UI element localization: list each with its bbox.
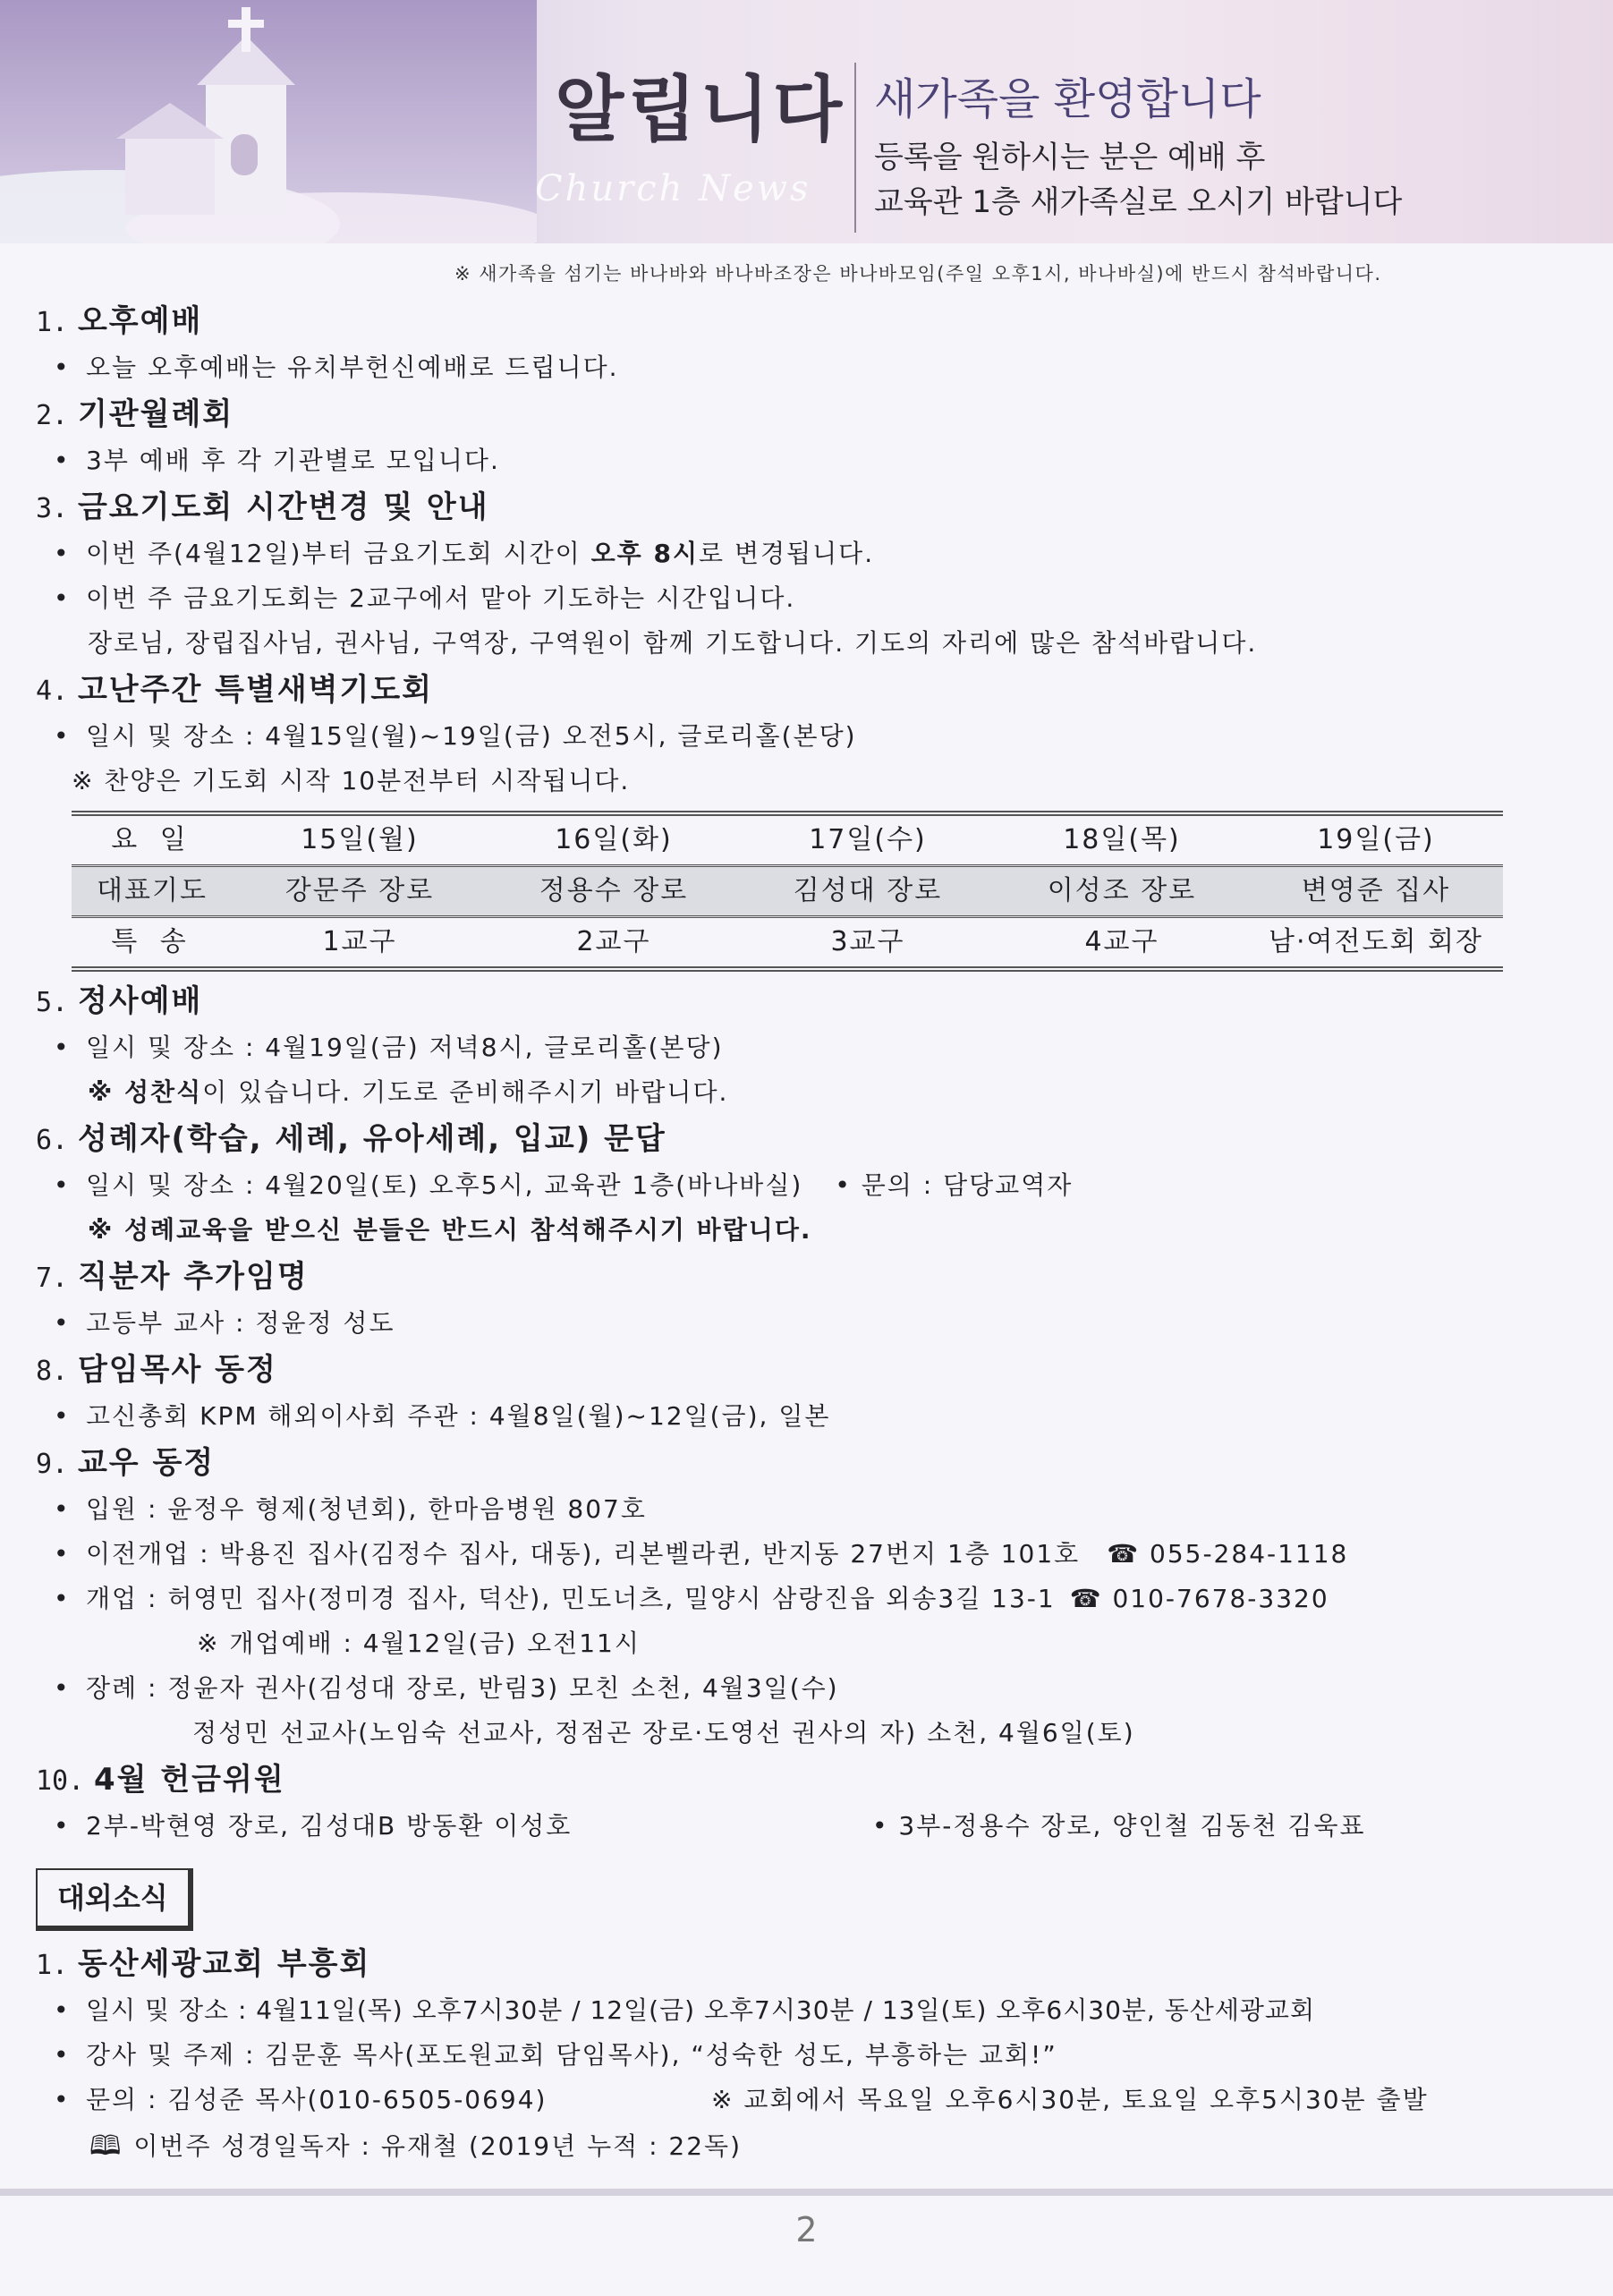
table-cell: 3교구	[830, 926, 905, 957]
page-title: 알립니다	[555, 68, 846, 151]
section-heading: 6. 성례자(학습, 세례, 유아세례, 입교) 문답	[36, 1121, 666, 1157]
section-heading: 9. 교우 동정	[36, 1445, 216, 1481]
bullet-item: • 이번 주 금요기도회는 2교구에서 맡아 기도하는 시간입니다.	[54, 583, 796, 613]
bullet-item: • 개업 : 허영민 집사(정미경 집사, 덕산), 민도너츠, 밀양시 삼랑진읍 외송3길 13-1 ☎ 010-7678-3320	[54, 1584, 1329, 1613]
table-row	[72, 918, 1503, 966]
bullet-item: • 문의 : 김성준 목사(010-6505-0694) ※ 교회에서 목요일 오후6시30분, 토요일 오후5시30분 출발	[54, 2085, 1429, 2114]
section-heading: 7. 직분자 추가임명	[36, 1259, 309, 1295]
table-cell: 19일(금)	[1317, 824, 1435, 855]
table-row	[72, 864, 1503, 918]
page-number: 2	[795, 2210, 818, 2249]
section-heading: 1. 동산세광교회 부흥회	[36, 1946, 371, 1982]
announcements	[36, 297, 1575, 2171]
header-banner	[0, 0, 1613, 243]
welcome-line: 등록을 원하시는 분은 예배 후	[874, 140, 1266, 175]
section-heading: 3. 금요기도회 시간변경 및 안내	[36, 489, 489, 525]
church-illustration	[0, 0, 537, 243]
bullet-item: • 일시 및 장소 : 4월11일(목) 오후7시30분 / 12일(금) 오후7시30분 / 13일(토) 오후6시30분, 동산세광교회	[54, 1995, 1316, 2025]
bullet-item: • 고등부 교사 : 정윤정 성도	[54, 1308, 395, 1338]
table-row	[72, 816, 1503, 864]
bullet-item: • 강사 및 주제 : 김문훈 목사(포도원교회 담임목사), “성숙한 성도, 부흥하는 교회!”	[54, 2040, 1057, 2070]
section-heading: 1. 오후예배	[36, 303, 203, 339]
table-cell: 18일(목)	[1063, 824, 1181, 855]
table-cell: 1교구	[322, 926, 397, 957]
bullet-item: • 일시 및 장소 : 4월19일(금) 저녁8시, 글로리홀(본당)	[54, 1033, 724, 1062]
note: ※ 성례교육을 받으신 분들은 반드시 참석해주시기 바랍니다.	[88, 1215, 812, 1245]
section-heading: 5. 정사예배	[36, 983, 203, 1019]
book-icon: 🕮	[89, 2130, 123, 2162]
phone-number: ☎ 055-284-1118	[1107, 1539, 1349, 1569]
bullet-continuation: 정성민 선교사(노임숙 선교사, 정점곤 장로·도영선 권사의 자) 소천, 4월6일(토)	[192, 1718, 1135, 1748]
table-cell: 정용수 장로	[539, 875, 689, 906]
section-heading: 8. 담임목사 동정	[36, 1352, 277, 1388]
table-cell: 16일(화)	[555, 824, 673, 855]
bullet-item: • 3부 예배 후 각 기관별로 모입니다.	[54, 446, 500, 475]
page-subtitle: Church News	[535, 168, 811, 209]
footer-divider	[0, 2189, 1613, 2196]
note: ※ 찬양은 기도회 시작 10분전부터 시작됩니다.	[72, 766, 631, 795]
table-cell: 15일(월)	[301, 824, 419, 855]
bullet-item: • 고신총회 KPM 해외이사회 주관 : 4월8일(월)~12일(금), 일본	[54, 1401, 831, 1431]
welcome-title: 새가족을 환영합니다	[874, 74, 1261, 124]
bible-reading: 🕮 이번주 성경일독자 : 유재철 (2019년 누적 : 22독)	[89, 2130, 743, 2162]
bullet-item: • 장례 : 정윤자 권사(김성대 장로, 반림3) 모친 소천, 4월3일(수)	[54, 1673, 839, 1703]
table-cell: 변영준 집사	[1301, 875, 1451, 906]
phone-number: ☎ 010-7678-3320	[1069, 1584, 1329, 1613]
bullet-item: • 일시 및 장소 : 4월15일(월)~19일(금) 오전5시, 글로리홀(본당)	[54, 721, 857, 751]
schedule-table	[72, 811, 1503, 972]
bullet-item: • 2부-박현영 장로, 김성대B 방동환 이성호 • 3부-정용수 장로, 양인철 김동천 김욱표	[54, 1811, 1366, 1841]
bullet-item: • 입원 : 윤정우 형제(청년회), 한마음병원 807호	[54, 1494, 647, 1524]
section-heading: 10. 4월 헌금위원	[36, 1762, 285, 1798]
table-cell: 강문주 장로	[284, 875, 435, 906]
row-label: 요 일	[111, 824, 193, 855]
bullet-continuation: 장로님, 장립집사님, 권사님, 구역장, 구역원이 함께 기도합니다. 기도의 자리에 많은 참석바랍니다.	[88, 628, 1258, 658]
welcome-line: 교육관 1층 새가족실로 오시기 바랍니다	[874, 184, 1403, 220]
bullet-item: • 이번 주(4월12일)부터 금요기도회 시간이 오후 8시로 변경됩니다.	[54, 539, 875, 568]
table-cell: 김성대 장로	[793, 875, 943, 906]
table-cell: 17일(수)	[809, 824, 927, 855]
bullet-item: • 일시 및 장소 : 4월20일(토) 오후5시, 교육관 1층(바나바실) • 문의 : 담당교역자	[54, 1170, 1074, 1200]
section-heading: 4. 고난주간 특별새벽기도회	[36, 672, 434, 708]
section-heading: 2. 기관월례회	[36, 396, 234, 432]
header-divider	[854, 63, 856, 233]
note: ※ 개업예배 : 4월12일(금) 오전11시	[197, 1628, 641, 1658]
table-cell: 4교구	[1084, 926, 1159, 957]
row-label: 대표기도	[97, 875, 208, 906]
row-label: 특 송	[111, 926, 193, 957]
external-news-label: 대외소식	[36, 1868, 193, 1931]
table-cell: 남·여전도회 회장	[1269, 926, 1483, 957]
table-cell: 이성조 장로	[1047, 875, 1197, 906]
bullet-item: • 이전개업 : 박용진 집사(김정수 집사, 대동), 리본벨라퀸, 반지동 27번지 1층 101호 ☎ 055-284-1118	[54, 1539, 1349, 1569]
top-notice: ※ 새가족을 섬기는 바나바와 바나바조장은 바나바모임(주일 오후1시, 바나바실)에 반드시 참석바랍니다.	[454, 263, 1382, 285]
bullet-item: • 오늘 오후예배는 유치부헌신예배로 드립니다.	[54, 353, 619, 382]
table-cell: 2교구	[576, 926, 651, 957]
note: ※ 성찬식이 있습니다. 기도로 준비해주시기 바랍니다.	[88, 1077, 729, 1107]
